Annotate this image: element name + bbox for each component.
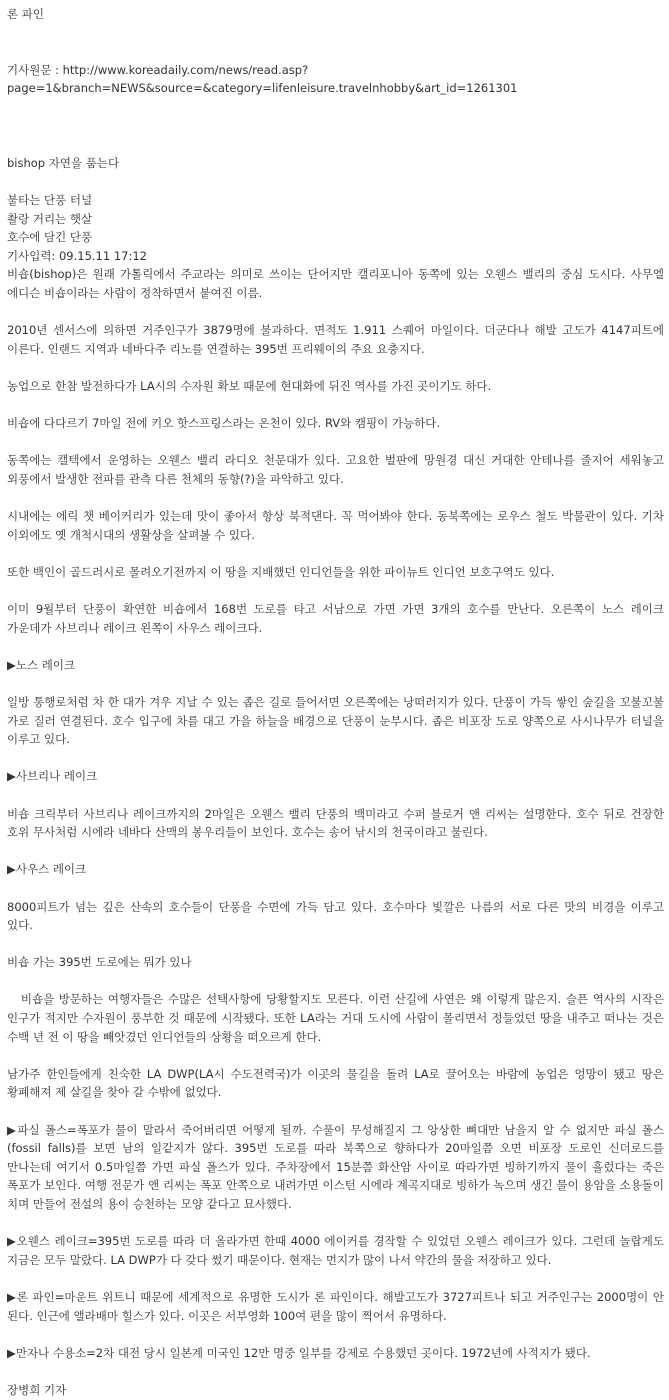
paragraph: 시내에는 에릭 챗 베이커리가 있는데 맛이 좋아서 항상 북적댄다. 꼭 먹어봐야 한다. 동북쪽에는 로우스 철도 박물관이 있다. 기차 이외에도 옛 개척시대의 생활상을 살펴볼 수 있다. xyxy=(7,509,664,542)
spacer xyxy=(7,581,664,600)
paragraph: 비숍을 방문하는 여행자들은 수많은 선택사항에 당황할지도 모른다. 이런 산길에 사연은 왜 이렇게 많은지. 슬픈 역사의 시작은 인구가 적지만 수자원이 풍부한 것 때문에 시작됐다. 또한 LA라는 거대 도시에 사람이 몰리면서 정들었던 땅을 내주고 떠나는 것은 수백 년 전 이 땅을 빼앗겼던 인디언들의 상황을 떠오르게 한다. xyxy=(7,992,668,1044)
paragraph: ▶만자나 수용소=2차 대전 당시 일본계 미국인 12만 명중 일부를 강제로 수용했던 곳이다. 1972년에 사적지가 됐다. xyxy=(7,1345,591,1360)
paragraph: 비숍 가는 395번 도로에는 뭐가 있나 xyxy=(7,955,192,970)
spacer xyxy=(7,972,664,991)
section-heading-sabrina-lake: ▶사브리나 레이크 xyxy=(7,769,98,784)
paragraph: 농업으로 한참 발전하다가 LA시의 수자원 확보 때문에 현대화에 뒤진 역사를 가진 곳이기도 하다. xyxy=(7,378,492,393)
byline: 장병희 기자 xyxy=(7,1382,67,1397)
spacer xyxy=(7,395,664,414)
spacer xyxy=(7,98,664,135)
source-label: 기사원문 : xyxy=(7,62,63,77)
spacer xyxy=(7,637,664,656)
source-url-continued[interactable] xyxy=(7,79,664,98)
source-link[interactable]: http://www.koreadaily.com/news/read.asp? xyxy=(62,62,309,77)
spacer xyxy=(7,674,664,693)
paragraph: 이미 9월부터 단풍이 확연한 비숍에서 168번 도로를 타고 서남으로 가면 가면 3개의 호수를 만난다. 오른쪽이 노스 레이크 가운데가 사브리나 레이크 왼쪽이 사우스 레이크다. xyxy=(7,602,664,635)
article-headline: bishop 자연을 품는다 xyxy=(7,155,120,170)
paragraph: 비숍(bishop)은 원래 가톨릭에서 주교라는 의미로 쓰이는 단어지만 캘리포니아 동쪽에 있는 오웬스 밸리의 중심 도시다. 사무엘 에디슨 비숍이라는 사람이 정착하면서 붙여진 이름. xyxy=(7,267,664,300)
source-link-continued[interactable]: page=1&branch=NEWS&source=&category=lifenleisure.travelnhobby&art_id=1261301 xyxy=(7,81,518,96)
subhead: 호수에 담긴 단풍 xyxy=(7,230,93,245)
paragraph: 2010년 센서스에 의하면 거주인구가 3879명에 불과하다. 면적도 1.911 스퀘어 마일이다. 더군다나 해발 고도가 4147피트에 이른다. 인랜드 지역과 네바다주 리노를 연결하는 395번 프리웨이의 주요 요충지다. xyxy=(7,323,664,356)
spacer xyxy=(7,1046,664,1065)
paragraph: ▶파실 폴스=폭포가 물이 말라서 죽어버리면 어떻게 될까. 수풀이 무성해질지 그 앙상한 뼈대만 남을지 알 수 없지만 파실 폴스(fossil falls)를 보면 남의 일같지가 않다. 395번 도로를 따라 북쪽으로 향하다가 20마일쯤 오면 비포장 도로인 신더로드를 만나는데 여기서 0.5마일쯤 가면 파실 폴스가 있다. 주차장에서 15분쯤 화산암 사이로 따라가면 빙하기까지 물이 흘렀다는 죽은 폭포가 보인다. 여행 전문가 앤 리씨는 폭포 안쪽으로 내려가면 이스턴 시에라 계곡지대로 빙하가 녹으며 생긴 물이 용암을 소용돌이 치며 만들어 전설의 용이 승천하는 모양 같다고 묘사했다. xyxy=(7,1122,664,1211)
paragraph: ▶오웬스 레이크=395번 도로를 따라 더 올라가면 한때 4000 에이커를 경작할 수 있었던 오웬스 레이크가 있다. 그런데 놀랍게도 지금은 모두 말랐다. LA DWP가 다 갖다 썼기 때문이다. 현재는 먼지가 많이 나서 약간의 물을 저장하고 있다. xyxy=(7,1234,664,1267)
post-title: 론 파인 xyxy=(7,7,44,21)
spacer xyxy=(7,24,664,61)
paragraph: 동쪽에는 캘텍에서 운영하는 오웬스 밸리 라디오 천문대가 있다. 고요한 벌판에 망원경 대신 거대한 안테나를 줄지어 세워놓고 외풍에서 발생한 전파를 관측 다른 천체의 동향(?)을 파악하고 있다. xyxy=(7,453,664,486)
published-date: 기사입력: 09.15.11 17:12 xyxy=(7,248,147,263)
subhead: 불타는 단풍 터널 xyxy=(7,192,93,207)
spacer xyxy=(7,433,664,452)
paragraph: 비숍에 다다르기 7마일 전에 키오 핫스프링스라는 온천이 있다. RV와 캠핑이 가능하다. xyxy=(7,416,441,431)
paragraph: 또한 백인이 골드러시로 몰려오기전까지 이 땅을 지배했던 인디언들을 위한 파이뉴트 인디언 보호구역도 있다. xyxy=(7,564,555,579)
spacer xyxy=(7,1214,664,1233)
paragraph: 일방 통행로처럼 차 한 대가 겨우 지날 수 있는 좁은 길로 들어서면 오른쪽에는 낭떠러지가 있다. 단풍이 가득 쌓인 숲길을 꼬불꼬불 가로 질러 연결된다. 호수 입구에 차를 대고 가을 하늘을 배경으로 단풍이 눈부시다. 좁은 비포장 도로 양쪽으로 사시나무가 터널을 이루고 있다. xyxy=(7,694,664,747)
section-heading-south-lake: ▶사우스 레이크 xyxy=(7,862,87,877)
spacer xyxy=(7,786,664,805)
spacer xyxy=(7,358,664,377)
source-line xyxy=(7,61,664,80)
spacer xyxy=(7,1362,664,1381)
spacer xyxy=(7,1325,664,1344)
spacer xyxy=(7,749,664,768)
spacer xyxy=(7,842,664,861)
spacer xyxy=(7,488,664,507)
subhead: 촬랑 거리는 햇살 xyxy=(7,211,93,226)
spacer xyxy=(7,303,664,322)
paragraph: 남가주 한인들에게 친숙한 LA DWP(LA시 수도전력국)가 이곳의 물길을 돌려 LA로 끌어오는 바람에 농업은 엉망이 됐고 땅은 황폐해져 제 살길을 찾아 갈 수밖에 없었다. xyxy=(7,1066,664,1100)
paragraph: 8000피트가 넘는 깊은 산속의 호수들이 단풍을 수면에 가득 담고 있다. 호수마다 빛깔은 나름의 서로 다른 맛의 비경을 이루고 있다. xyxy=(7,899,664,933)
paragraph: 비숍 크릭부터 사브리나 레이크까지의 2마일은 오웬스 밸리 단풍의 백미라고 수퍼 블로거 앤 리씨는 설명한다. 호수 뒤로 건장한 호위 무사처럼 시에라 네바다 산맥의 봉우리들이 보인다. 호수는 송어 낚시의 천국이라고 불린다. xyxy=(7,806,664,840)
spacer xyxy=(7,1269,664,1288)
paragraph: ▶론 파인=마운트 위트니 때문에 세계적으로 유명한 도시가 론 파인이다. 해발고도가 3727피트나 되고 거주인구는 2000명이 안 된다. 인근에 앨라배마 힐스가 있다. 이곳은 서부영화 100여 편을 많이 찍어서 유명하다. xyxy=(7,1289,664,1323)
spacer xyxy=(7,935,664,954)
section-heading-north-lake: ▶노스 레이크 xyxy=(7,657,76,672)
spacer xyxy=(7,172,664,191)
spacer xyxy=(7,1102,664,1121)
spacer xyxy=(7,544,664,563)
spacer xyxy=(7,879,664,898)
spacer xyxy=(7,135,664,154)
